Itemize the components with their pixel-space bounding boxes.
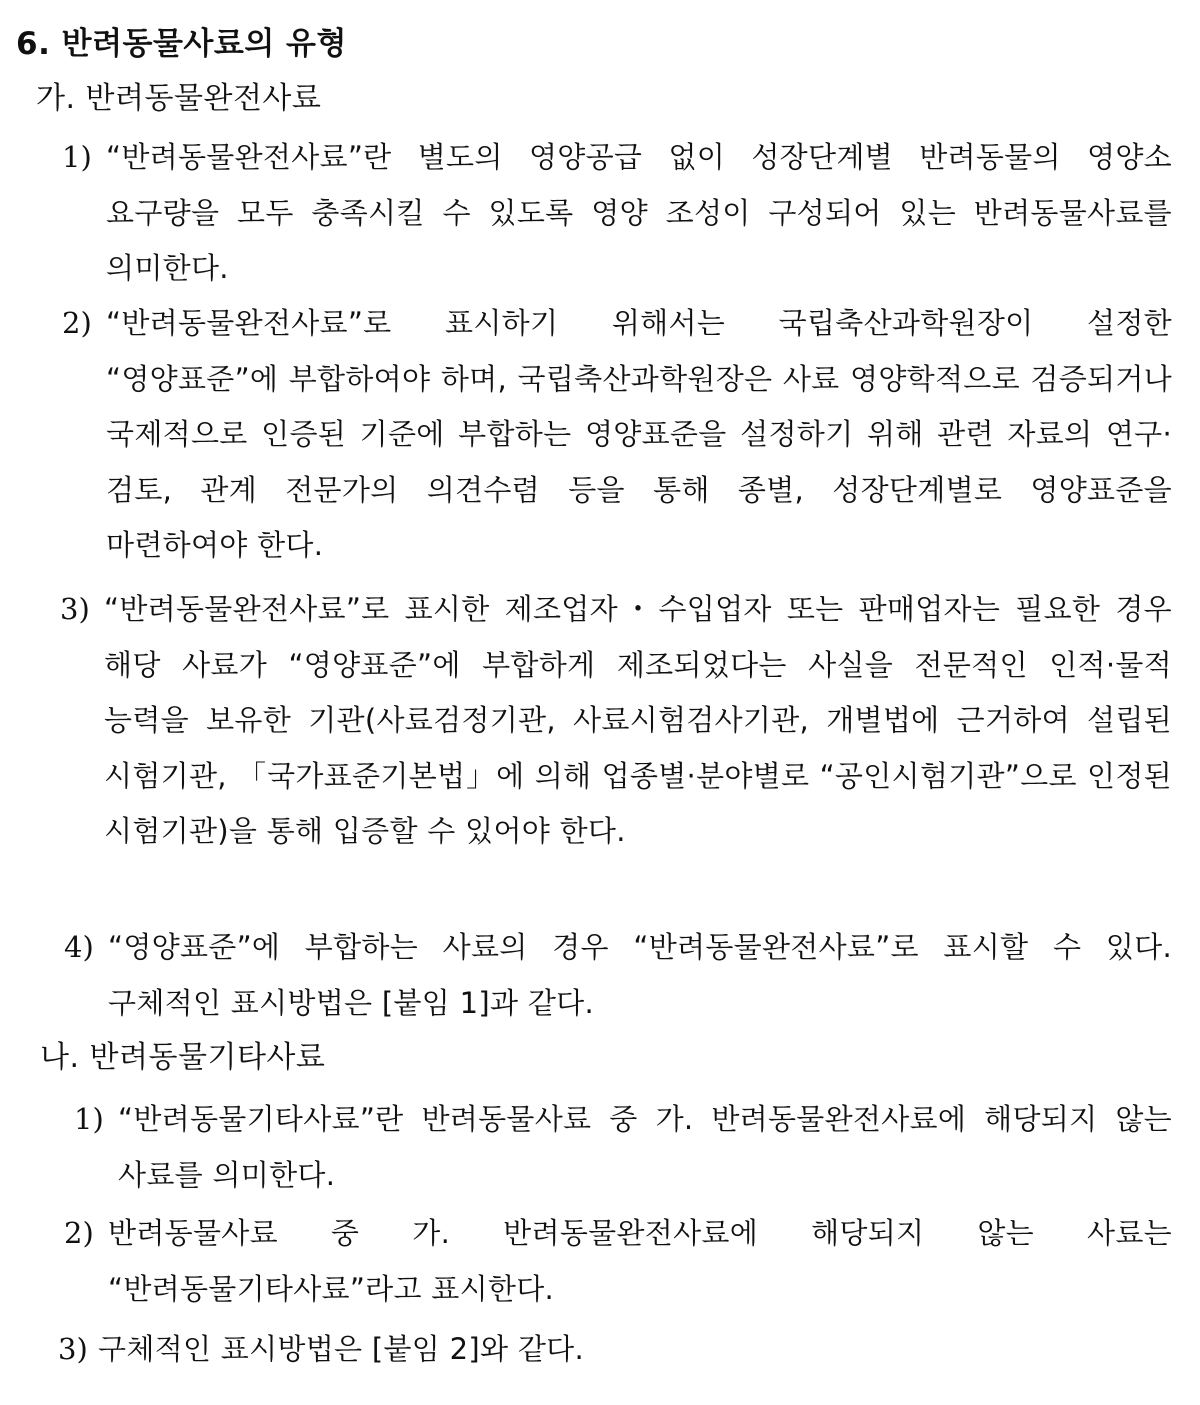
item-text: “반려동물완전사료”로 표시하기 위해서는 국립축산과학원장이 설정한 “영양표준”에 부합하여야 하며, 국립축산과학원장은 사료 영양학적으로 검증되거나 국제적으로 인증된 기준에 부합하는 영양표준을 설정하기 위해 관련 자료의 연구·검토, 관계 전문가의 의견수렴 등을 통해 종별, 성장단계별로 영양표준을 마련하여야 한다.	[106, 306, 1172, 562]
subsection-title-other-feed: 나. 반려동물기타사료	[40, 1040, 326, 1075]
item-number: 4)	[64, 930, 94, 964]
list-item	[62, 296, 1172, 574]
item-number: 1)	[62, 140, 92, 174]
list-item	[64, 920, 1172, 1031]
list-item	[62, 130, 1172, 297]
item-number: 1)	[74, 1102, 104, 1136]
list-item	[58, 1322, 1172, 1378]
item-text: 구체적인 표시방법은 [붙임 2]와 같다.	[98, 1332, 584, 1366]
item-text: “반려동물완전사료”란 별도의 영양공급 없이 성장단계별 반려동물의 영양소 요구량을 모두 충족시킬 수 있도록 영양 조성이 구성되어 있는 반려동물사료를 의미한다.	[106, 140, 1172, 285]
item-number: 2)	[64, 1216, 94, 1250]
item-text: “반려동물기타사료”란 반려동물사료 중 가. 반려동물완전사료에 해당되지 않는 사료를 의미한다.	[118, 1102, 1172, 1192]
item-number: 2)	[62, 306, 92, 340]
item-text: 반려동물사료 중 가. 반려동물완전사료에 해당되지 않는 사료는 “반려동물기타사료”라고 표시한다.	[108, 1216, 1172, 1306]
section-heading: 6. 반려동물사료의 유형	[16, 26, 347, 62]
list-item	[60, 582, 1172, 860]
list-item	[64, 1206, 1172, 1317]
subsection-title-complete-feed: 가. 반려동물완전사료	[36, 81, 322, 116]
item-text: “반려동물완전사료”로 표시한 제조업자・수입업자 또는 판매업자는 필요한 경우 해당 사료가 “영양표준”에 부합하게 제조되었다는 사실을 전문적인 인적·물적 능력을 보유한 기관(사료검정기관, 사료시험검사기관, 개별법에 근거하여 설립된 시험기관, 「국가표준기본법」에 의해 업종별·분야별로 “공인시험기관”으로 인정된 시험기관)을 통해 입증할 수 있어야 한다.	[104, 592, 1172, 848]
list-item	[74, 1092, 1172, 1203]
item-number: 3)	[60, 592, 90, 626]
item-text: “영양표준”에 부합하는 사료의 경우 “반려동물완전사료”로 표시할 수 있다. 구체적인 표시방법은 [붙임 1]과 같다.	[108, 930, 1172, 1020]
item-number: 3)	[58, 1332, 88, 1366]
